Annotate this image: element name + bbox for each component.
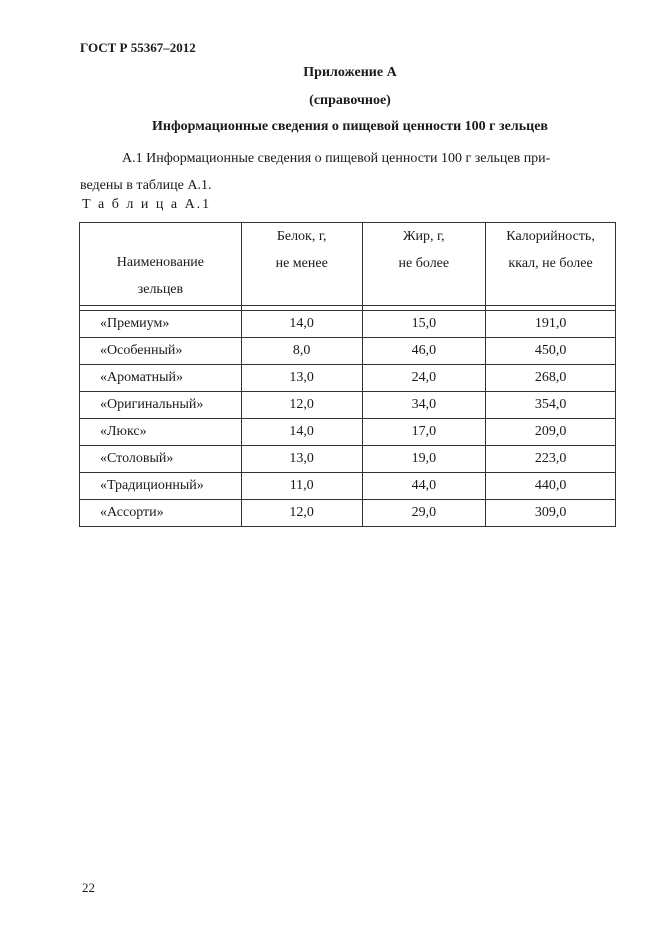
cell-protein: 8,0: [241, 338, 362, 365]
header-name-line-1: Наименование: [116, 255, 205, 270]
cell-name: «Ароматный»: [80, 365, 242, 392]
cell-calories: 450,0: [486, 338, 616, 365]
appendix-kind: (справочное): [309, 93, 391, 108]
cell-calories: 191,0: [486, 311, 616, 338]
header-fat: [362, 223, 486, 306]
table-caption: Т а б л и ц а А.1: [82, 197, 212, 212]
cell-name: «Ассорти»: [80, 500, 242, 527]
intro-paragraph-line-1: А.1 Информационные сведения о пищевой ценности 100 г зельцев при-: [122, 151, 551, 166]
cell-protein: 11,0: [241, 473, 362, 500]
cell-calories: 309,0: [486, 500, 616, 527]
table-row: [80, 473, 616, 500]
cell-protein: 13,0: [241, 365, 362, 392]
cell-fat: 29,0: [362, 500, 486, 527]
table-row: [80, 500, 616, 527]
table-row: [80, 365, 616, 392]
cell-calories: 440,0: [486, 473, 616, 500]
cell-name: «Традиционный»: [80, 473, 242, 500]
header-fat-line-2: не более: [398, 256, 450, 271]
header-protein-line-1: Белок, г,: [276, 229, 327, 244]
table-row: [80, 446, 616, 473]
table-header-row: [80, 223, 616, 306]
cell-fat: 17,0: [362, 419, 486, 446]
cell-protein: 12,0: [241, 392, 362, 419]
cell-calories: 268,0: [486, 365, 616, 392]
header-name: [80, 223, 242, 306]
cell-calories: 354,0: [486, 392, 616, 419]
header-calories-line-2: ккал, не более: [508, 256, 593, 271]
document-code: ГОСТ Р 55367–2012: [80, 40, 196, 55]
table-row: [80, 338, 616, 365]
cell-fat: 44,0: [362, 473, 486, 500]
intro-paragraph-line-2: ведены в таблице А.1.: [80, 178, 212, 193]
table-row: [80, 419, 616, 446]
cell-protein: 13,0: [241, 446, 362, 473]
cell-calories: 209,0: [486, 419, 616, 446]
appendix-title: Приложение А: [303, 65, 397, 80]
header-name-line-2: зельцев: [137, 282, 184, 297]
cell-fat: 24,0: [362, 365, 486, 392]
page-number: 22: [82, 880, 95, 895]
cell-name: «Столовый»: [80, 446, 242, 473]
cell-name: «Оригинальный»: [80, 392, 242, 419]
cell-fat: 34,0: [362, 392, 486, 419]
cell-name: «Премиум»: [80, 311, 242, 338]
header-calories-line-1: Калорийность,: [506, 229, 595, 244]
cell-protein: 14,0: [241, 311, 362, 338]
cell-fat: 15,0: [362, 311, 486, 338]
intro-paragraph: [80, 145, 615, 199]
header-calories: [486, 223, 616, 306]
cell-fat: 19,0: [362, 446, 486, 473]
table-row: [80, 392, 616, 419]
cell-name: «Особенный»: [80, 338, 242, 365]
cell-fat: 46,0: [362, 338, 486, 365]
cell-protein: 12,0: [241, 500, 362, 527]
header-fat-line-1: Жир, г,: [402, 229, 445, 244]
cell-protein: 14,0: [241, 419, 362, 446]
nutrition-table: [79, 222, 616, 527]
cell-calories: 223,0: [486, 446, 616, 473]
table-row: [80, 311, 616, 338]
header-protein: [241, 223, 362, 306]
appendix-heading: Информационные сведения о пищевой ценности 100 г зельцев: [152, 119, 548, 134]
cell-name: «Люкс»: [80, 419, 242, 446]
header-protein-line-2: не менее: [275, 256, 328, 271]
